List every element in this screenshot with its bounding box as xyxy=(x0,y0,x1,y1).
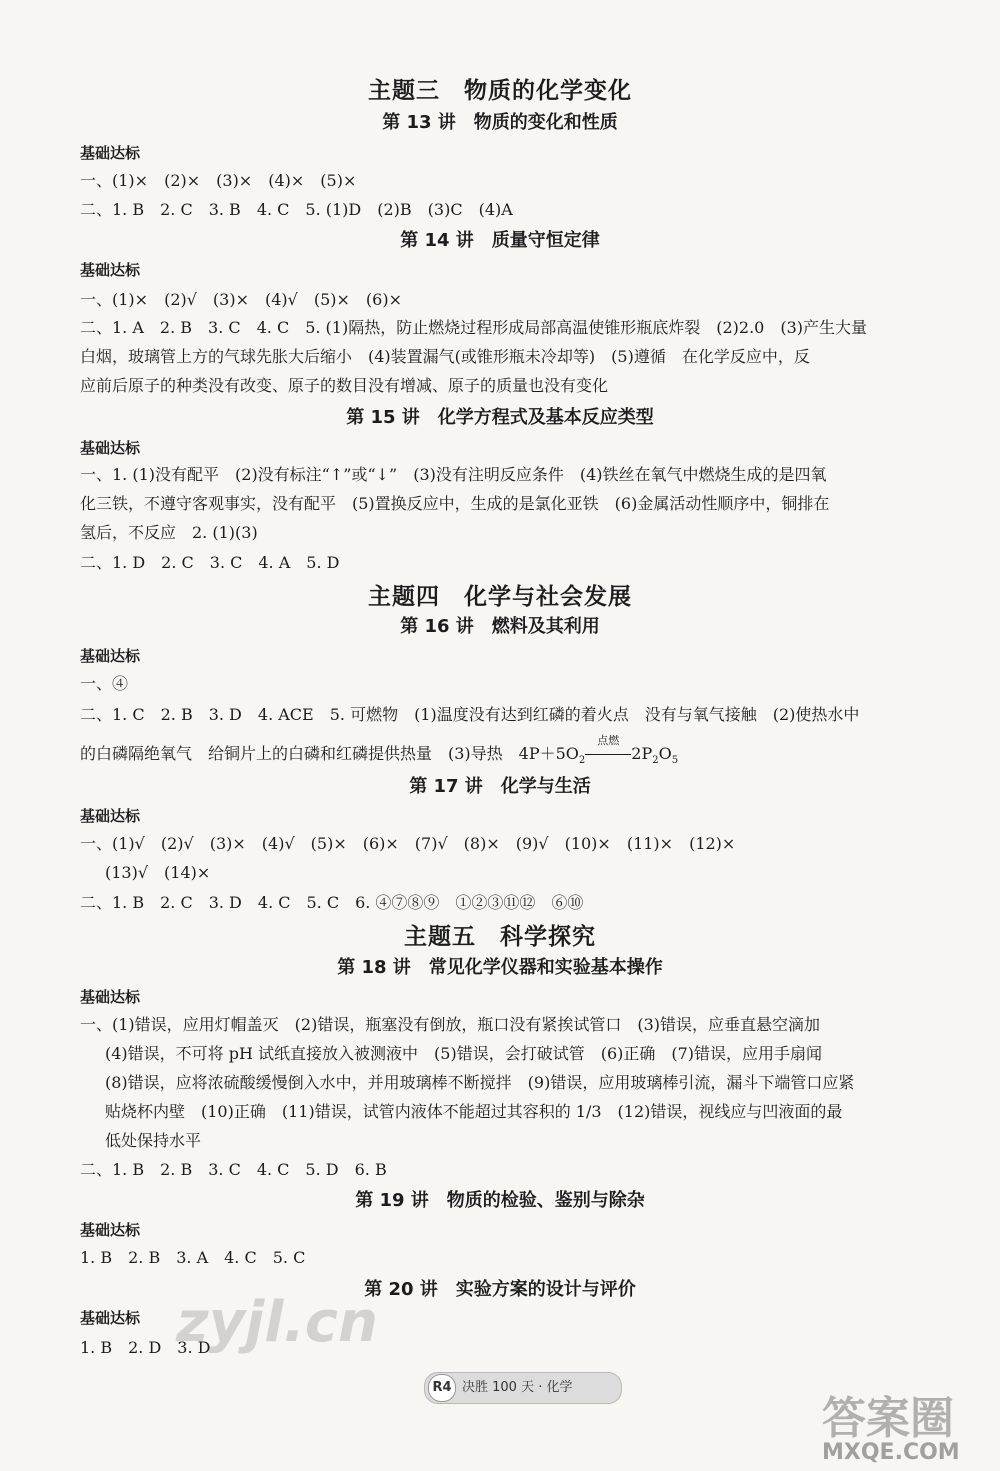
l14-part2-line3: 应前后原子的种类没有改变、原子的数目没有增减、原子的质量也没有变化 xyxy=(80,376,609,395)
lecture-15-title: 第 15 讲 化学方程式及基本反应类型 xyxy=(346,407,654,428)
basic-label: 基础达标 xyxy=(80,647,141,665)
lecture-19-title: 第 19 讲 物质的检验、鉴别与除杂 xyxy=(355,1190,645,1211)
l18-part1-line5: 低处保持水平 xyxy=(105,1131,202,1150)
page-footer xyxy=(424,1372,622,1404)
l20-answers: 1. B 2. D 3. D xyxy=(80,1338,211,1357)
page-number: R4 xyxy=(428,1374,456,1402)
l17-part1-line1: 一、(1)√ (2)√ (3)× (4)√ (5)× (6)× (7)√ (8)× (9)√ (10)× (11)× (12)× xyxy=(80,834,736,853)
watermark-zyjl: zyjl.cn xyxy=(176,1290,378,1355)
l16-part2-line2: 的白磷隔绝氧气 给铜片上的白磷和红磷提供热量 (3)导热 $4P+5O_2$ 点燃 $2P_2O_5$ xyxy=(80,734,679,767)
basic-label: 基础达标 xyxy=(80,261,141,279)
l14-part2-line1: 二、1. A 2. B 3. C 4. C 5. (1)隔热，防止燃烧过程形成局部高温使锥形瓶底炸裂 (2)2.0 (3)产生大量 xyxy=(80,318,867,337)
l15-part1-line1: 一、1. (1)没有配平 (2)没有标注“↑”或“↓” (3)没有注明反应条件 (4)铁丝在氧气中燃烧生成的是四氧 xyxy=(80,465,827,484)
l19-answers: 1. B 2. B 3. A 4. C 5. C xyxy=(80,1248,306,1267)
lecture-16-title: 第 16 讲 燃料及其利用 xyxy=(400,616,600,637)
l16-part2-line1: 二、1. C 2. B 3. D 4. ACE 5. 可燃物 (1)温度没有达到红磷的着火点 没有与氧气接触 (2)使热水中 xyxy=(80,705,860,724)
basic-label: 基础达标 xyxy=(80,1221,141,1239)
lecture-17-title: 第 17 讲 化学与生活 xyxy=(409,776,591,797)
l18-part1-line4: 贴烧杯内壁 (10)正确 (11)错误，试管内液体不能超过其容积的 1/3 (12)错误，视线应与凹液面的最 xyxy=(105,1102,843,1121)
l16-part1: 一、④ xyxy=(80,674,129,693)
basic-label: 基础达标 xyxy=(80,439,141,457)
l13-part2: 二、1. B 2. C 3. B 4. C 5. (1)D (2)B (3)C (4)A xyxy=(80,200,513,219)
l17-part1-line2: (13)√ (14)× xyxy=(105,863,211,882)
l13-part1: 一、(1)× (2)× (3)× (4)× (5)× xyxy=(80,171,357,190)
theme-5-title: 主题五 科学探究 xyxy=(404,924,596,950)
watermark-mxqe: MXQE.COM xyxy=(822,1440,960,1465)
l18-part2: 二、1. B 2. B 3. C 4. C 5. D 6. B xyxy=(80,1160,387,1179)
l17-part2: 二、1. B 2. C 3. D 4. C 5. C 6. ④⑦⑧⑨ ①②③⑪⑫ ⑥⑩ xyxy=(80,893,584,912)
basic-label: 基础达标 xyxy=(80,807,141,825)
theme-3-title: 主题三 物质的化学变化 xyxy=(368,78,632,104)
basic-label: 基础达标 xyxy=(80,144,141,162)
basic-label: 基础达标 xyxy=(80,988,141,1006)
l14-part2-line2: 白烟，玻璃管上方的气球先胀大后缩小 (4)装置漏气(或锥形瓶未冷却等) (5)遵循 在化学反应中，反 xyxy=(80,347,810,366)
l18-part1-line3: (8)错误，应将浓硫酸缓慢倒入水中，并用玻璃棒不断搅拌 (9)错误，应用玻璃棒引流，漏斗下端管口应紧 xyxy=(105,1073,855,1092)
l15-part2: 二、1. D 2. C 3. C 4. A 5. D xyxy=(80,553,340,572)
lecture-14-title: 第 14 讲 质量守恒定律 xyxy=(400,230,600,251)
reaction-condition-arrow: 点燃 xyxy=(585,744,631,763)
lecture-13-title: 第 13 讲 物质的变化和性质 xyxy=(382,112,618,133)
l15-part1-line3: 氢后，不反应 2. (1)(3) xyxy=(80,523,258,542)
l18-part1-line1: 一、(1)错误，应用灯帽盖灭 (2)错误，瓶塞没有倒放，瓶口没有紧挨试管口 (3)错误，应垂直悬空滴加 xyxy=(80,1015,820,1034)
watermark-daanquan: 答案圈 xyxy=(822,1393,954,1444)
lecture-20-title: 第 20 讲 实验方案的设计与评价 xyxy=(364,1279,636,1300)
l14-part1: 一、(1)× (2)√ (3)× (4)√ (5)× (6)× xyxy=(80,290,403,309)
basic-label: 基础达标 xyxy=(80,1309,141,1327)
l18-part1-line2: (4)错误，不可将 pH 试纸直接放入被测液中 (5)错误，会打破试管 (6)正确 (7)错误，应用手扇闻 xyxy=(105,1044,823,1063)
book-title: 决胜 100 天 · 化学 xyxy=(462,1380,573,1395)
l15-part1-line2: 化三铁，不遵守客观事实，没有配平 (5)置换反应中，生成的是氯化亚铁 (6)金属活动性顺序中，铜排在 xyxy=(80,494,830,513)
lecture-18-title: 第 18 讲 常见化学仪器和实验基本操作 xyxy=(337,957,663,978)
theme-4-title: 主题四 化学与社会发展 xyxy=(368,584,632,610)
